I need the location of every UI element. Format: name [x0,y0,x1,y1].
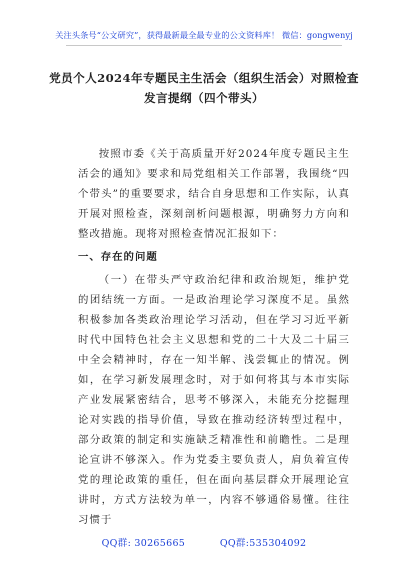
header-banner: 关注头条号“公文研究”，获得最新最全最专业的公文资料库！ 微信：gongwenyj [55,30,353,40]
footer-qq-group-1: QQ群: 30265665 [101,538,186,549]
document-body [78,144,350,530]
document-title-line-2: 发言提纲（四个带头） [144,91,264,105]
section-1-paragraph: （一）在带头严守政治纪律和政治规矩，维护党的团结统一方面。一是政治理论学习深度不足。虽然积极参加各类政治理论学习活动，但在学习习近平新时代中国特色社会主义思想和党的二十大及二十届三中全会精神时，存在一知半解、浅尝辄止的情况。例如，在学习新发展理念时，对于如何将其与本市实际产业发展紧密结合，思考不够深入，未能充分挖掘理论对实践的指导价值，导致在推动经济转型过程中，部分政策的制定和实施缺乏精准性和前瞻性。二是理论宣讲不够深入。作为党委主要负责人，肩负着宣传党的理论政策的重任，但在面向基层群众开展理论宣讲时，方式方法较为单一，内容不够通俗易懂。往往习惯于 [78,274,350,526]
header-divider [66,45,342,46]
footer-qq-group-2: QQ群:535304092 [219,538,307,549]
document-title-line-1: 党员个人2024年专题民主生活会（组织生活会）对照检查 [49,71,359,85]
section-heading-problems: 一、存在的问题 [78,251,158,263]
intro-paragraph: 按照市委《关于高质量开好2024年度专题民主生活会的通知》要求和局党组相关工作部署，我围绕“四个带头”的重要要求，结合自身思想和工作实际，认真开展对照检查，深刻剖析问题根源，明确努力方向和整改措施。现将对照检查情况汇报如下： [78,148,350,240]
footer-contact [0,535,408,549]
